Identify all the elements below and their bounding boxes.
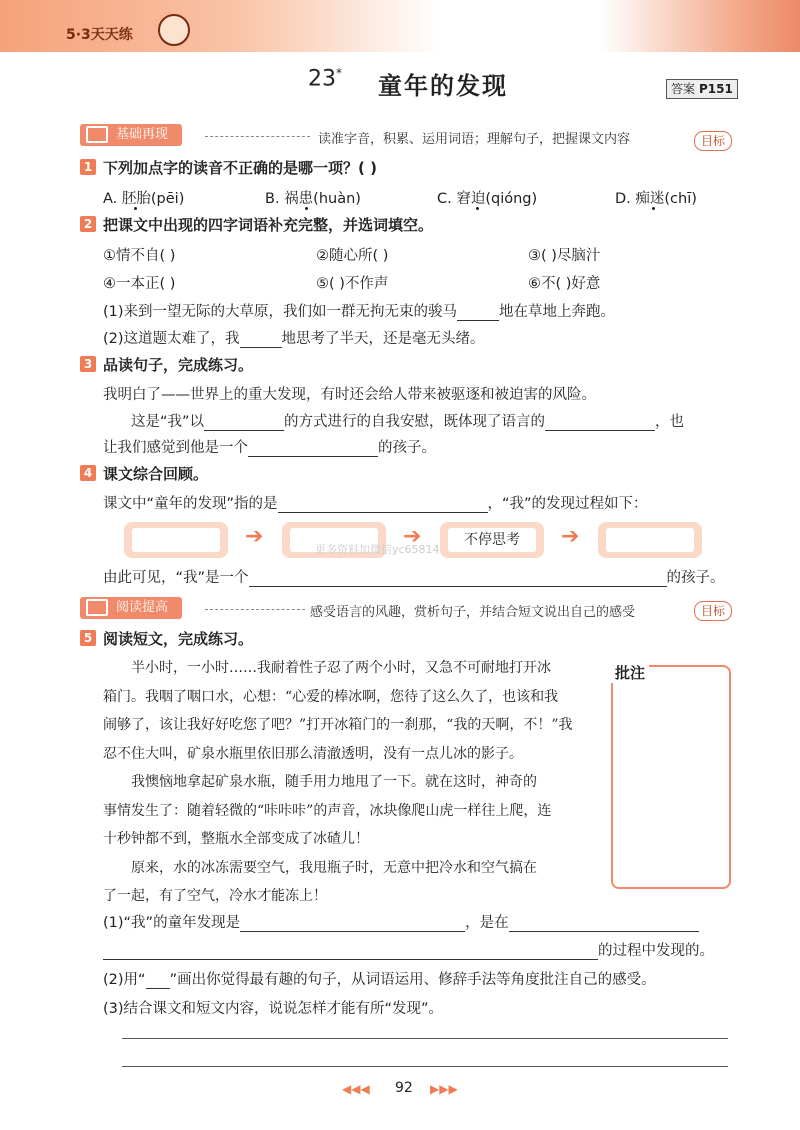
flow-box-4[interactable] — [598, 522, 702, 558]
book-icon — [86, 126, 108, 143]
answer-line[interactable] — [122, 1038, 728, 1039]
question-text: 品读句子，完成练习。 — [103, 356, 254, 374]
question-number: 1 — [80, 159, 96, 175]
annotation-box[interactable] — [611, 665, 731, 889]
passage-line: 事情发生了：随着轻微的“咔咔咔”的声音，冰块像爬山虎一样往上爬，连 — [103, 802, 552, 819]
answer-blank[interactable] — [240, 333, 282, 348]
lesson-number: 23* — [308, 66, 342, 92]
flow-box-1[interactable] — [124, 522, 228, 558]
answer-blank[interactable] — [509, 917, 699, 932]
q5-sub1-line1: (1)“我”的童年发现是 ，是在 — [103, 911, 699, 932]
page-number: 92 — [395, 1080, 413, 1096]
mascot-icon — [158, 14, 190, 46]
brand-logo: 5·3天天练 — [66, 27, 133, 43]
q3-line-2: 让我们感觉到他是一个 的孩子。 — [103, 440, 436, 456]
passage-line: 半小时，一小时……我耐着性子忍了两个小时，又急不可耐地打开冰 — [103, 660, 551, 676]
reading-passage — [103, 654, 572, 911]
section-goal: 感受语言的风趣，赏析句子，并结合短文说出自己的感受 — [310, 605, 636, 620]
q3-line-1: 这是“我”以 的方式进行的自我安慰，既体现了语言的 ，也 — [131, 414, 685, 430]
passage-line: 了一起，有了空气，冷水才能冻上！ — [103, 888, 327, 904]
watermark: 更多资料加微信yc65814 — [315, 543, 440, 556]
answer-blank[interactable] — [278, 498, 488, 513]
fill-sentence-1: (1)来到一望无际的大草原，我们如一群无拘无束的骏马 地在草地上奔跑。 — [103, 304, 616, 320]
idiom-item: ⑤( )不作声 — [316, 276, 389, 292]
idiom-item: ③( )尽脑汁 — [528, 248, 601, 264]
idiom-item: ①情不自( ) — [103, 248, 176, 264]
answer-blank[interactable] — [249, 572, 667, 587]
goal-tag: 目标 — [694, 601, 732, 621]
section-tag-basic: 基础再现 — [80, 124, 182, 146]
emphasis-dot — [476, 207, 479, 210]
emphasis-dot — [134, 207, 137, 210]
answer-blank[interactable] — [545, 416, 655, 431]
idiom-item: ②随心所( ) — [316, 248, 389, 264]
quoted-sentence: 我明白了——世界上的重大发现，有时还会给人带来被驱逐和被迫害的风险。 — [103, 387, 596, 403]
answer-blank[interactable] — [457, 306, 499, 321]
arrow-right-icon: ➔ — [245, 524, 264, 549]
divider — [205, 136, 310, 137]
annotation-label: 批注 — [611, 662, 649, 683]
question-number: 5 — [80, 630, 96, 646]
page-title: 童年的发现 — [378, 72, 508, 100]
question-text: 阅读短文，完成练习。 — [103, 630, 254, 648]
question-text: 把课文中出现的四字词语补充完整，并选词填空。 — [103, 216, 434, 234]
divider — [205, 609, 305, 610]
question-text: 下列加点字的读音不正确的是哪一项？( ) — [103, 159, 377, 177]
answer-blank[interactable] — [204, 416, 284, 431]
passage-line: 忍不住大叫，矿泉水瓶里依旧那么清澈透明，没有一点儿冰的影子。 — [103, 745, 523, 762]
q4-line-2: 由此可见，“我”是一个 的孩子。 — [103, 570, 725, 586]
q5-sub3: (3)结合课文和短文内容，说说怎样才能有所“发现”。 — [103, 1001, 444, 1017]
answer-blank[interactable] — [240, 917, 465, 932]
answer-line[interactable] — [122, 1066, 728, 1067]
answer-blank[interactable] — [248, 442, 378, 457]
emphasis-dot — [305, 207, 308, 210]
emphasis-dot — [652, 207, 655, 210]
q5-sub2: (2)用“ ”画出你觉得最有趣的句子，从词语运用、修辞手法等角度批注自己的感受。 — [103, 972, 656, 988]
section-goal: 读准字音，积累、运用词语；理解句子，把握课文内容 — [318, 132, 631, 147]
option-a: A. 胚胎(pēi) — [103, 191, 185, 207]
goal-tag: 目标 — [694, 131, 732, 151]
answer-badge: 答案 P151 — [666, 79, 738, 99]
right-arrows-icon: ▶▶▶ — [430, 1082, 458, 1096]
book-icon — [86, 599, 108, 616]
answer-blank[interactable] — [103, 945, 598, 960]
option-c: C. 窘迫(qióng) — [437, 191, 538, 207]
option-d: D. 痴迷(chī) — [615, 191, 697, 207]
underline-sample — [146, 974, 170, 989]
left-arrows-icon: ◀◀◀ — [342, 1082, 370, 1096]
arrow-right-icon: ➔ — [403, 524, 422, 549]
section-tag-reading: 阅读提高 — [80, 597, 182, 619]
passage-line: 箱门。我咽了咽口水，心想：“心爱的棒冰啊，您待了这么久了，也该和我 — [103, 688, 559, 705]
idiom-item: ⑥不( )好意 — [528, 276, 601, 292]
q5-sub1-line2: 的过程中发现的。 — [103, 939, 714, 960]
passage-line: 十秒钟都不到，整瓶水全部变成了冰碴儿！ — [103, 831, 369, 847]
fill-sentence-2: (2)这道题太难了，我 地思考了半天，还是毫无头绪。 — [103, 331, 485, 347]
question-number: 2 — [80, 216, 96, 232]
question-number: 4 — [80, 465, 96, 481]
arrow-right-icon: ➔ — [561, 524, 580, 549]
option-b: B. 祸患(huàn) — [265, 191, 361, 207]
passage-line: 闹够了，该让我好好吃您了吧？”打开冰箱门的一刹那，“我的天啊，不！”我 — [103, 717, 573, 733]
question-text: 课文综合回顾。 — [103, 465, 209, 483]
q4-line-1: 课文中“童年的发现”指的是 ，“我”的发现过程如下： — [103, 496, 648, 512]
question-number: 3 — [80, 356, 96, 372]
flow-box-3: 不停思考 — [440, 522, 544, 558]
passage-line: 原来，水的冰冻需要空气，我甩瓶子时，无意中把冷水和空气搞在 — [103, 859, 537, 876]
passage-line: 我懊恼地拿起矿泉水瓶，随手用力地甩了一下。就在这时，神奇的 — [103, 774, 537, 790]
idiom-item: ④一本正( ) — [103, 276, 176, 292]
